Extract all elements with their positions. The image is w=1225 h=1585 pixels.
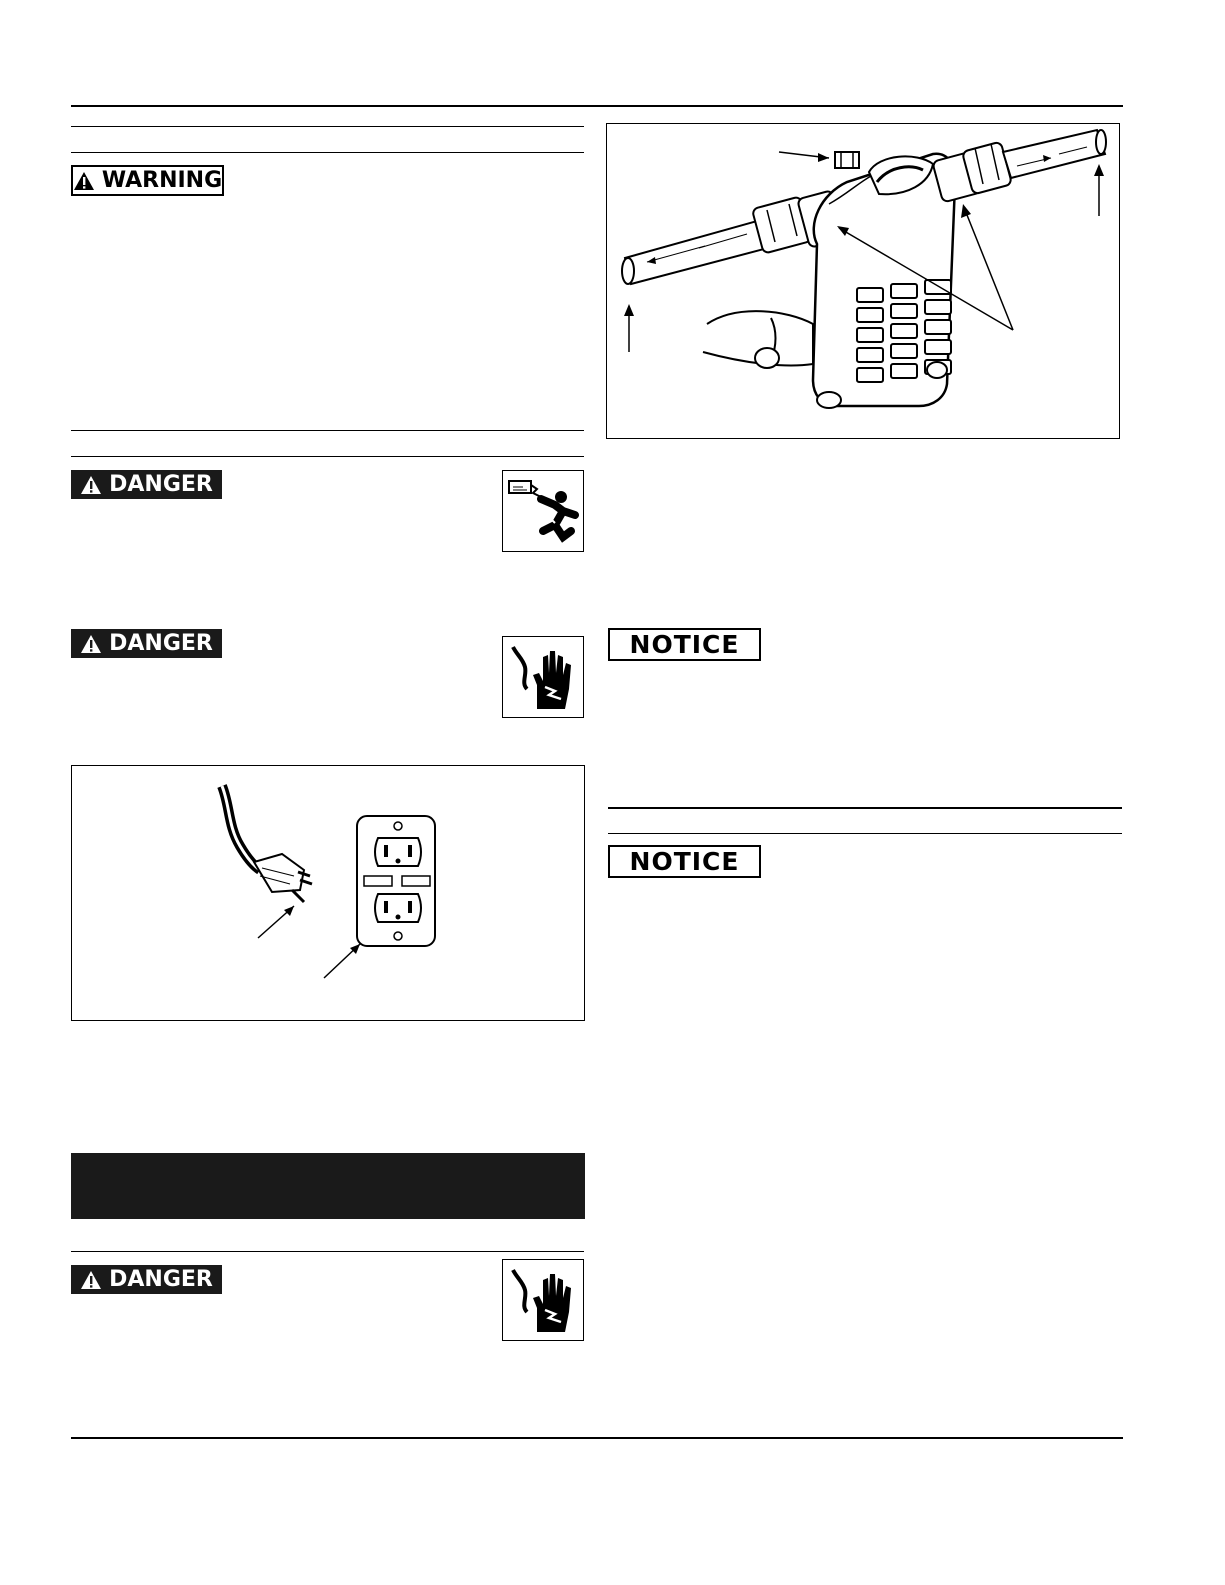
section-rule xyxy=(71,1251,584,1252)
warning-triangle-icon xyxy=(80,475,102,495)
warning-triangle-icon xyxy=(80,634,102,654)
section-rule xyxy=(608,833,1122,834)
danger-label-text: DANGER xyxy=(109,1267,213,1292)
notice-label xyxy=(608,628,761,661)
warning-triangle-icon xyxy=(73,171,95,191)
danger-label xyxy=(71,470,222,499)
section-header-bar xyxy=(71,1153,585,1219)
danger-label xyxy=(71,629,222,658)
section-rule xyxy=(71,152,584,153)
danger-label-text: DANGER xyxy=(109,472,213,497)
danger-label-text: DANGER xyxy=(109,631,213,656)
section-rule xyxy=(608,807,1122,809)
warning-label-text: WARNING xyxy=(101,168,223,193)
pump-with-discharge-and-suction-pipes xyxy=(606,123,1120,439)
section-rule xyxy=(71,456,584,457)
grounded-plug-and-outlet xyxy=(71,765,585,1021)
danger-label xyxy=(71,1265,222,1294)
warning-triangle-icon xyxy=(80,1270,102,1290)
notice-label-text: NOTICE xyxy=(629,630,740,659)
section-rule xyxy=(71,126,584,127)
bottom-rule xyxy=(71,1437,1123,1439)
warning-label xyxy=(71,165,224,196)
hand-shock-hazard-icon xyxy=(502,1259,584,1341)
notice-label xyxy=(608,845,761,878)
notice-label-text: NOTICE xyxy=(629,847,740,876)
hand-shock-hazard-icon xyxy=(502,636,584,718)
section-rule xyxy=(71,430,584,431)
electrocution-hazard-icon xyxy=(502,470,584,552)
top-rule xyxy=(71,105,1123,107)
